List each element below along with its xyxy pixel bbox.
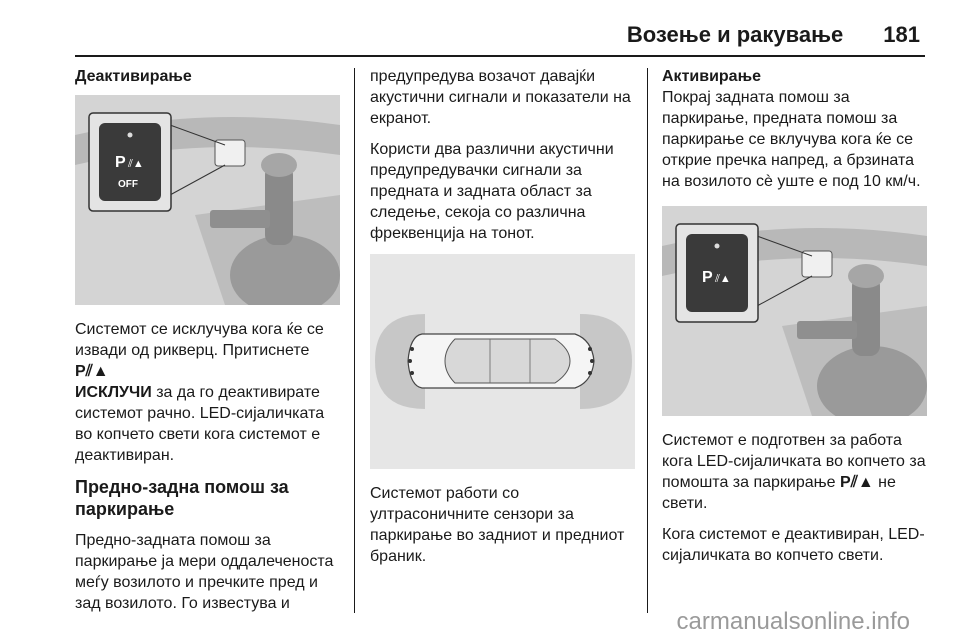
activation-paragraph: Покрај задната помош за паркирање, предната помош за паркирање се вклучува кога ќе се открие пречка напред, а брзината на возилото сè уште е под 10 км/ч. [662, 89, 921, 190]
ready-paragraph: Системот е подготвен за работа кога LED-сијаличката во копчето за помошта за паркирање P⫽▲ не свети. [662, 432, 926, 512]
deactivation-heading: Деактивирање [75, 68, 192, 85]
column-3 [662, 66, 927, 576]
led-paragraph: Кога системот е деактивиран, LED-сијаличката во копчето свети. [662, 526, 925, 564]
signals-paragraph: Користи два различни акустични предупредувачки сигнали за предната и задната област за следење, секоја со различна фреквенција на тонот. [370, 141, 614, 242]
warning-paragraph: предупредува возачот давајќи акустични сигнали и показатели на екранот. [370, 68, 631, 127]
p-icon: P [115, 154, 126, 171]
car-sensor-zones-illustration [370, 254, 635, 469]
column-divider-1 [354, 68, 355, 613]
svg-text:⫽▲: ⫽▲ [128, 158, 144, 170]
page-number: 181 [883, 22, 920, 47]
activation-heading: Активирање [662, 68, 761, 85]
parking-assist-icon: P⫽▲ [840, 474, 874, 491]
watermark: carmanualsonline.info [676, 608, 910, 635]
parking-button-off-illustration [75, 95, 340, 305]
p-icon: P [702, 269, 713, 286]
deactivation-paragraph: Системот се исклучува кога ќе се извади од рикверц. Притиснете P⫽▲ ИСКЛУЧИ за да го деактивирате системот рачно. LED-сијаличката во копчето свети кога системот е деактивиран. [75, 321, 325, 464]
page-header [627, 22, 920, 48]
column-2 [370, 66, 635, 577]
sensors-paragraph: Системот работи со ултрасоничните сензори за паркирање во задниот и предниот браник. [370, 485, 625, 565]
column-divider-2 [647, 68, 648, 613]
front-rear-paragraph: Предно-задната помош за паркирање ја мери оддалеченоста меѓу возилото и пречките пред и зад возилото. Го известува и [75, 532, 334, 612]
parking-button-illustration [662, 206, 927, 416]
off-label: OFF [118, 179, 138, 190]
section-title: Возење и ракување [626, 22, 844, 47]
svg-text:⫽▲: ⫽▲ [715, 273, 731, 285]
header-rule [75, 55, 925, 57]
parking-assist-icon: P⫽▲ [75, 363, 109, 380]
front-rear-heading: Предно-задна помош за паркирање [75, 477, 289, 519]
column-1 [75, 66, 340, 624]
